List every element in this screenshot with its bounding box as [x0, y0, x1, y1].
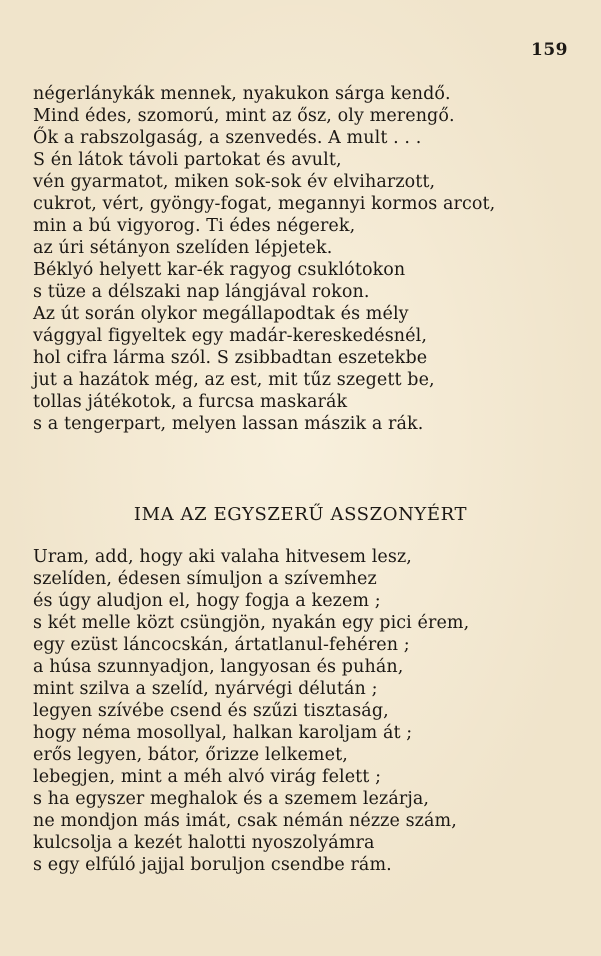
verse-line: és úgy aludjon el, hogy fogja a kezem ; — [33, 591, 381, 611]
verse-line: tollas játékotok, a furcsa maskarák — [33, 392, 348, 412]
verse-line: Béklyó helyett kar-ék ragyog csuklótokon — [33, 260, 406, 280]
verse-line: kulcsolja a kezét halotti nyoszolyámra — [33, 833, 375, 853]
verse-line: ne mondjon más imát, csak némán nézze szám, — [33, 811, 457, 831]
poem-title: IMA AZ EGYSZERŰ ASSZONYÉRT — [133, 504, 468, 525]
verse-line: cukrot, vért, gyöngy-fogat, megannyi kormos arcot, — [33, 194, 496, 214]
verse-line: az úri sétányon szelíden lépjetek. — [33, 238, 333, 258]
verse-line: lebegjen, mint a méh alvó virág felett ; — [33, 767, 382, 787]
verse-line: Uram, add, hogy aki valaha hitvesem lesz, — [33, 547, 412, 567]
verse-line: vággyal figyeltek egy madár-kereskedésnél, — [33, 326, 427, 346]
page-number: 159 — [531, 40, 568, 60]
verse-line: erős legyen, bátor, őrizze lelkemet, — [33, 745, 348, 765]
verse-line: hol cifra lárma szól. S zsibbadtan eszetekbe — [33, 348, 428, 368]
verse-line: négerlánykák mennek, nyakukon sárga kendő. — [33, 84, 451, 104]
verse-line: szelíden, édesen símuljon a szívemhez — [33, 569, 377, 589]
verse-line: Ők a rabszolgaság, a szenvedés. A mult . . . — [33, 128, 422, 148]
verse-line: s két melle közt csüngjön, nyakán egy pici érem, — [33, 613, 470, 633]
verse-line: a húsa szunnyadjon, langyosan és puhán, — [33, 657, 404, 677]
verse-line: s ha egyszer meghalok és a szemem lezárja, — [33, 789, 430, 809]
verse-line: vén gyarmatot, miken sok-sok év elviharzott, — [33, 172, 436, 192]
verse-line: mint szilva a szelíd, nyárvégi délután ; — [33, 679, 378, 699]
verse-line: s egy elfúló jajjal boruljon csendbe rám. — [33, 855, 392, 875]
poem-continuation — [33, 83, 573, 435]
poem-body — [33, 546, 573, 876]
verse-line: hogy néma mosollyal, halkan karoljam át ; — [33, 723, 413, 743]
verse-line: s tüze a délszaki nap lángjával rokon. — [33, 282, 370, 302]
verse-line: Mind édes, szomorú, mint az ősz, oly merengő. — [33, 106, 455, 126]
verse-line: min a bú vigyorog. Ti édes négerek, — [33, 216, 356, 236]
verse-line: egy ezüst láncocskán, ártatlanul-fehéren ; — [33, 635, 410, 655]
verse-line: jut a hazátok még, az est, mit tűz szegett be, — [33, 370, 435, 390]
verse-line: s a tengerpart, melyen lassan mászik a rák. — [33, 414, 424, 434]
verse-line: legyen szívébe csend és szűzi tisztaság, — [33, 701, 389, 721]
verse-line: S én látok távoli partokat és avult, — [33, 150, 342, 170]
verse-line: Az út során olykor megállapodtak és mély — [33, 304, 409, 324]
